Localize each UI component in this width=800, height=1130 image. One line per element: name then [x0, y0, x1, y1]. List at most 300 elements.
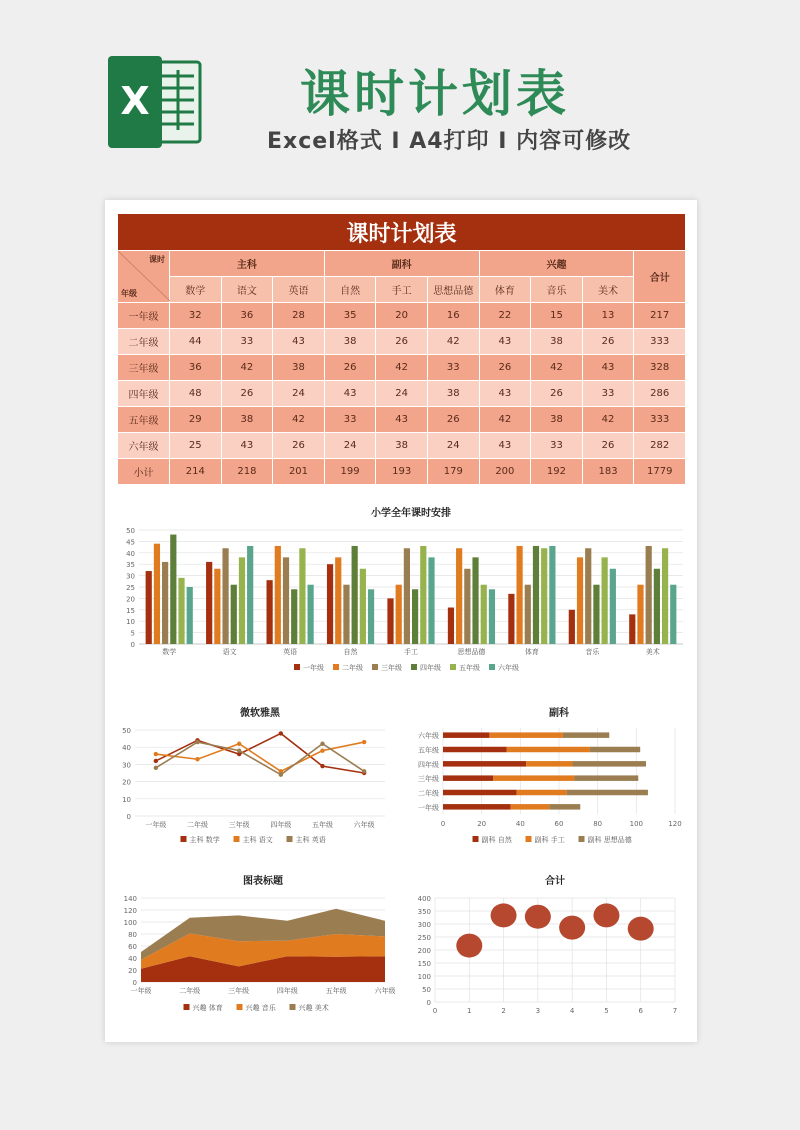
data-point [279, 773, 283, 777]
y-tick-label: 350 [417, 908, 431, 916]
value-cell: 43 [376, 407, 428, 433]
bar-segment [574, 775, 638, 781]
y-tick-label: 0 [426, 999, 431, 1007]
x-tick-label: 音乐 [585, 648, 600, 656]
value-cell: 38 [427, 381, 479, 407]
legend-label: 副科 手工 [534, 836, 565, 844]
value-cell: 16 [427, 303, 479, 329]
legend-swatch [526, 836, 532, 842]
bubble [491, 903, 517, 927]
row-total-cell: 333 [634, 407, 686, 433]
subtotal-cell: 218 [221, 459, 273, 485]
bar [412, 589, 418, 644]
y-tick-label: 一年级 [418, 803, 439, 812]
chart-title: 副科 [549, 708, 569, 719]
value-cell: 43 [582, 355, 634, 381]
subject-header: 音乐 [531, 277, 583, 303]
spreadsheet-preview [105, 200, 697, 1042]
y-tick-label: 200 [417, 947, 431, 955]
value-cell: 33 [427, 355, 479, 381]
bar [214, 569, 220, 644]
data-point [195, 740, 199, 744]
page-title: 课时计划表 [300, 65, 570, 123]
bar [154, 544, 160, 644]
bar [335, 557, 341, 644]
bar [525, 585, 531, 644]
legend-swatch [290, 1004, 296, 1010]
y-tick-label: 50 [122, 727, 131, 735]
data-point [154, 766, 158, 770]
subtotal-label: 小计 [118, 459, 170, 485]
legend-swatch [579, 836, 585, 842]
y-tick-label: 三年级 [418, 775, 439, 784]
bar [291, 589, 297, 644]
bar-segment [573, 761, 646, 767]
value-cell: 22 [479, 303, 531, 329]
value-cell: 43 [479, 329, 531, 355]
bar [541, 548, 547, 644]
x-tick-label: 手工 [404, 648, 418, 656]
corner-header-cell [118, 251, 170, 303]
y-tick-label: 80 [128, 931, 137, 939]
value-cell: 36 [221, 303, 273, 329]
y-tick-label: 100 [417, 973, 431, 981]
grade-cell: 三年级 [118, 355, 170, 381]
x-tick-label: 自然 [343, 648, 358, 656]
subject-header: 自然 [324, 277, 376, 303]
x-tick-label: 六年级 [374, 987, 396, 995]
x-tick-label: 100 [629, 820, 644, 828]
subject-header: 体育 [479, 277, 531, 303]
chart-title: 微软雅黑 [240, 708, 280, 719]
bar [670, 585, 676, 644]
y-tick-label: 400 [417, 895, 431, 903]
chart-stacked-bar-minor [405, 700, 690, 850]
bar-segment [443, 790, 516, 796]
chart-line-main-subjects [113, 700, 393, 850]
x-tick-label: 120 [668, 820, 682, 828]
value-cell: 43 [273, 329, 325, 355]
series-line [156, 733, 364, 773]
bar-segment [526, 761, 572, 767]
y-tick-label: 0 [126, 813, 131, 821]
chart-area-interest [113, 868, 396, 1018]
legend-label: 四年级 [420, 664, 441, 672]
bar [283, 557, 289, 644]
value-cell: 33 [531, 433, 583, 459]
value-cell: 20 [376, 303, 428, 329]
x-tick-label: 7 [672, 1007, 678, 1015]
bar [387, 598, 393, 644]
bar-segment [511, 804, 550, 810]
legend-swatch [333, 664, 339, 670]
subtotal-cell: 192 [531, 459, 583, 485]
y-tick-label: 四年级 [418, 760, 439, 769]
table-row [118, 381, 686, 407]
y-tick-label: 0 [132, 979, 137, 987]
bar [267, 580, 273, 644]
legend-swatch [473, 836, 479, 842]
row-total-cell: 286 [634, 381, 686, 407]
y-tick-label: 40 [122, 744, 131, 753]
y-tick-label: 35 [126, 561, 135, 570]
bar-segment [443, 761, 526, 767]
value-cell: 24 [427, 433, 479, 459]
x-tick-label: 语文 [222, 648, 237, 656]
bar [231, 585, 237, 644]
chart-title: 合计 [545, 876, 565, 887]
group-header-main: 主科 [170, 251, 325, 277]
table-row [118, 433, 686, 459]
value-cell: 38 [531, 407, 583, 433]
bar-segment [507, 747, 590, 753]
x-tick-label: 1 [467, 1007, 472, 1015]
legend-label: 主科 英语 [295, 836, 326, 844]
value-cell: 42 [273, 407, 325, 433]
group-header-interest: 兴趣 [479, 251, 634, 277]
bar [239, 557, 245, 644]
legend-label: 副科 自然 [481, 836, 512, 844]
grade-cell: 六年级 [118, 433, 170, 459]
x-tick-label: 体育 [524, 648, 539, 656]
subtotal-cell: 200 [479, 459, 531, 485]
y-tick-label: 120 [123, 907, 137, 915]
bar-segment [493, 775, 574, 781]
bar [162, 562, 168, 644]
bar-segment [590, 747, 640, 753]
y-tick-label: 150 [417, 960, 431, 968]
y-tick-label: 50 [422, 986, 431, 994]
bar [343, 585, 349, 644]
x-tick-label: 美术 [645, 648, 660, 656]
data-point [154, 759, 158, 763]
bar [456, 548, 462, 644]
bar [629, 614, 635, 644]
value-cell: 26 [273, 433, 325, 459]
bar [222, 548, 228, 644]
legend-swatch [411, 664, 417, 670]
value-cell: 42 [531, 355, 583, 381]
legend-label: 六年级 [498, 664, 519, 672]
bar [481, 585, 487, 644]
bar [187, 587, 193, 644]
bar [585, 548, 591, 644]
bar [508, 594, 514, 644]
bar [662, 548, 668, 644]
legend-swatch [287, 836, 293, 842]
row-total-cell: 333 [634, 329, 686, 355]
bar-segment [443, 775, 493, 781]
y-tick-label: 60 [128, 943, 137, 951]
value-cell: 43 [479, 433, 531, 459]
row-total-cell: 282 [634, 433, 686, 459]
bar [275, 546, 281, 644]
bar [420, 546, 426, 644]
table-row [118, 407, 686, 433]
bubble [593, 903, 619, 927]
value-cell: 24 [273, 381, 325, 407]
y-tick-label: 5 [130, 629, 135, 638]
group-header-minor: 副科 [324, 251, 479, 277]
x-tick-label: 0 [432, 1007, 438, 1015]
bar [610, 569, 616, 644]
y-tick-label: 15 [126, 606, 135, 615]
y-tick-label: 10 [126, 618, 135, 627]
data-point [362, 740, 366, 744]
bar [404, 548, 410, 644]
value-cell: 26 [479, 355, 531, 381]
bar [549, 546, 555, 644]
legend-label: 二年级 [342, 664, 363, 672]
legend-swatch [237, 1004, 243, 1010]
y-tick-label: 二年级 [418, 789, 439, 798]
bar [247, 546, 253, 644]
data-point [195, 757, 199, 761]
value-cell: 36 [170, 355, 222, 381]
bar [178, 578, 184, 644]
subtotal-cell: 183 [582, 459, 634, 485]
bar [146, 571, 152, 644]
bar [327, 564, 333, 644]
x-tick-label: 四年级 [276, 987, 298, 995]
bar-segment [516, 790, 566, 796]
bar [646, 546, 652, 644]
x-tick-label: 0 [440, 820, 446, 828]
data-point [154, 752, 158, 756]
grand-total-cell: 1779 [634, 459, 686, 485]
bar [489, 589, 495, 644]
legend-swatch [184, 1004, 190, 1010]
x-tick-label: 三年级 [228, 987, 250, 995]
bar [428, 557, 434, 644]
data-point [237, 742, 241, 746]
bar-segment [567, 790, 648, 796]
value-cell: 43 [221, 433, 273, 459]
legend-swatch [372, 664, 378, 670]
row-total-cell: 328 [634, 355, 686, 381]
series-line [156, 742, 364, 771]
x-tick-label: 40 [515, 820, 525, 828]
value-cell: 24 [376, 381, 428, 407]
value-cell: 42 [582, 407, 634, 433]
bubble [525, 905, 551, 929]
x-tick-label: 英语 [283, 648, 298, 656]
legend-label: 副科 思想品德 [587, 836, 632, 844]
subtotal-row [118, 459, 686, 485]
y-tick-label: 20 [122, 778, 131, 787]
bar [593, 585, 599, 644]
x-tick-label: 二年级 [179, 987, 201, 995]
value-cell: 38 [273, 355, 325, 381]
bar [352, 546, 358, 644]
subject-header: 语文 [221, 277, 273, 303]
bubble [456, 934, 482, 958]
x-tick-label: 一年级 [130, 987, 152, 995]
value-cell: 33 [582, 381, 634, 407]
bar [308, 585, 314, 644]
bar [396, 585, 402, 644]
bar [360, 569, 366, 644]
y-tick-label: 300 [417, 921, 431, 929]
table-row [118, 355, 686, 381]
value-cell: 33 [221, 329, 273, 355]
x-tick-label: 六年级 [353, 821, 375, 829]
legend-swatch [234, 836, 240, 842]
bar [464, 569, 470, 644]
row-total-cell: 217 [634, 303, 686, 329]
corner-label-top: 课时 [149, 255, 165, 264]
chart-scatter-total [405, 868, 690, 1018]
x-tick-label: 思想品德 [457, 648, 486, 656]
data-point [237, 748, 241, 752]
bar [637, 585, 643, 644]
x-tick-label: 4 [569, 1007, 575, 1015]
value-cell: 38 [221, 407, 273, 433]
x-tick-label: 6 [638, 1007, 643, 1015]
x-tick-label: 数学 [162, 648, 177, 656]
legend-label: 一年级 [303, 664, 324, 672]
bar [368, 589, 374, 644]
legend-swatch [294, 664, 300, 670]
lesson-plan-table [117, 213, 686, 485]
value-cell: 28 [273, 303, 325, 329]
bar-segment [489, 732, 562, 738]
legend-label: 三年级 [381, 664, 402, 672]
chart-title: 图表标题 [243, 876, 283, 887]
subject-header: 美术 [582, 277, 634, 303]
subject-header: 思想品德 [427, 277, 479, 303]
value-cell: 13 [582, 303, 634, 329]
value-cell: 33 [324, 407, 376, 433]
value-cell: 24 [324, 433, 376, 459]
bar [654, 569, 660, 644]
legend-label: 主科 数学 [189, 836, 220, 844]
corner-label-bottom: 年级 [121, 289, 137, 298]
bar [577, 557, 583, 644]
x-tick-label: 五年级 [312, 821, 333, 829]
y-tick-label: 30 [126, 572, 135, 581]
y-tick-label: 40 [126, 549, 135, 558]
bar-segment [443, 732, 489, 738]
y-tick-label: 0 [130, 641, 135, 649]
legend-label: 五年级 [459, 664, 480, 672]
total-header: 合计 [634, 251, 686, 303]
value-cell: 38 [376, 433, 428, 459]
grade-cell: 二年级 [118, 329, 170, 355]
value-cell: 26 [582, 433, 634, 459]
y-tick-label: 五年级 [418, 746, 439, 755]
grade-cell: 四年级 [118, 381, 170, 407]
y-tick-label: 20 [128, 967, 137, 975]
value-cell: 44 [170, 329, 222, 355]
value-cell: 25 [170, 433, 222, 459]
value-cell: 32 [170, 303, 222, 329]
x-tick-label: 60 [554, 820, 564, 828]
x-tick-label: 五年级 [325, 987, 347, 995]
value-cell: 43 [479, 381, 531, 407]
value-cell: 42 [376, 355, 428, 381]
legend-swatch [489, 664, 495, 670]
bubble [559, 916, 585, 940]
value-cell: 48 [170, 381, 222, 407]
y-tick-label: 40 [128, 955, 137, 963]
subtotal-cell: 214 [170, 459, 222, 485]
x-tick-label: 5 [604, 1007, 609, 1015]
subject-header: 英语 [273, 277, 325, 303]
value-cell: 15 [531, 303, 583, 329]
value-cell: 38 [531, 329, 583, 355]
y-tick-label: 30 [122, 761, 131, 770]
legend-swatch [181, 836, 187, 842]
legend-label: 兴趣 体育 [192, 1004, 223, 1012]
value-cell: 26 [221, 381, 273, 407]
y-tick-label: 45 [126, 538, 135, 547]
subject-header: 手工 [376, 277, 428, 303]
y-tick-label: 六年级 [418, 732, 439, 741]
bar [533, 546, 539, 644]
grade-cell: 一年级 [118, 303, 170, 329]
value-cell: 26 [582, 329, 634, 355]
bar-segment [563, 732, 609, 738]
table-title: 课时计划表 [118, 214, 686, 251]
page-subtitle: Excel格式 I A4打印 I 内容可修改 [267, 129, 632, 154]
y-tick-label: 25 [126, 584, 135, 592]
value-cell: 35 [324, 303, 376, 329]
bar [472, 557, 478, 644]
x-tick-label: 四年级 [270, 821, 292, 829]
value-cell: 26 [324, 355, 376, 381]
y-tick-label: 10 [122, 795, 131, 804]
legend-label: 兴趣 音乐 [245, 1004, 276, 1012]
y-tick-label: 20 [126, 595, 135, 604]
value-cell: 42 [427, 329, 479, 355]
bar-segment [443, 804, 511, 810]
x-tick-label: 2 [501, 1007, 506, 1015]
bar [448, 608, 454, 644]
y-tick-label: 50 [126, 527, 135, 535]
chart-bar-yearly-schedule [113, 500, 689, 680]
subtotal-cell: 201 [273, 459, 325, 485]
data-point [320, 764, 324, 768]
bar [569, 610, 575, 644]
legend-label: 兴趣 美术 [298, 1004, 329, 1012]
x-tick-label: 二年级 [187, 821, 208, 829]
data-point [362, 769, 366, 773]
chart-title: 小学全年课时安排 [371, 508, 451, 519]
table-row [118, 329, 686, 355]
y-tick-label: 140 [123, 895, 137, 903]
subject-header: 数学 [170, 277, 222, 303]
y-tick-label: 100 [123, 919, 137, 927]
data-point [320, 742, 324, 746]
value-cell: 26 [427, 407, 479, 433]
bubble [628, 917, 654, 941]
x-tick-label: 3 [535, 1007, 541, 1015]
data-point [320, 748, 324, 752]
grade-cell: 五年级 [118, 407, 170, 433]
value-cell: 26 [376, 329, 428, 355]
excel-logo-icon [104, 56, 204, 148]
subtotal-cell: 193 [376, 459, 428, 485]
bar [516, 546, 522, 644]
bar [206, 562, 212, 644]
bar-segment [549, 804, 580, 810]
value-cell: 42 [479, 407, 531, 433]
bar [170, 535, 176, 644]
value-cell: 29 [170, 407, 222, 433]
x-tick-label: 80 [593, 820, 603, 828]
y-tick-label: 250 [417, 934, 431, 942]
